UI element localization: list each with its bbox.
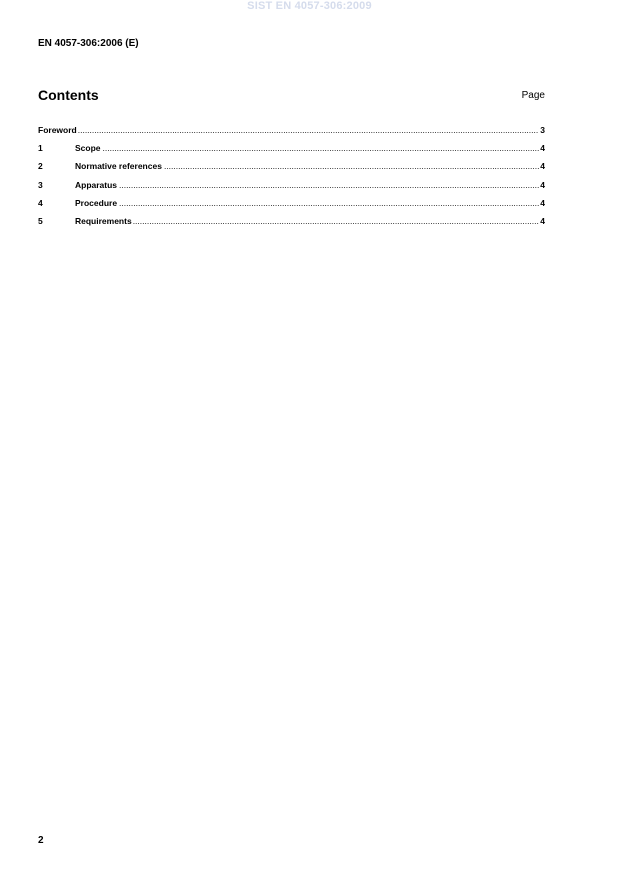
- toc-entry-page: 3: [540, 125, 545, 135]
- toc-entry-title: Requirements: [75, 215, 132, 226]
- toc-entry-procedure[interactable]: [38, 197, 545, 215]
- toc-entry-page: 4: [540, 161, 545, 172]
- toc-entry-number: 5: [38, 215, 43, 226]
- toc-entry-title: Procedure: [75, 197, 118, 208]
- toc-dot-leader: [119, 197, 539, 209]
- toc-dot-leader: [164, 160, 539, 172]
- toc-entry-title: Foreword: [38, 125, 77, 135]
- toc-entry-title: Scope: [75, 143, 101, 154]
- document-identifier: EN 4057-306:2006 (E): [38, 38, 139, 49]
- toc-entry-page: 4: [540, 143, 545, 154]
- toc-entry-scope[interactable]: [38, 142, 545, 160]
- toc-dot-leader: [78, 124, 540, 136]
- watermark: SIST EN 4057-306:2009: [247, 0, 372, 12]
- toc-entry-number: 3: [38, 179, 43, 190]
- toc-entry-page: 4: [540, 179, 545, 190]
- toc-entry-normative-references[interactable]: [38, 160, 545, 178]
- toc-entry-number: 2: [38, 161, 43, 172]
- toc-dot-leader: [119, 179, 539, 191]
- toc-entry-number: 4: [38, 197, 43, 208]
- contents-heading: Contents: [38, 87, 99, 103]
- table-of-contents: [38, 124, 545, 233]
- page-column-label: Page: [521, 90, 545, 101]
- toc-entry-title: Normative references: [75, 161, 162, 172]
- toc-entry-requirements[interactable]: [38, 215, 545, 233]
- toc-entry-page: 4: [540, 197, 545, 208]
- toc-dot-leader: [133, 215, 540, 227]
- toc-entry-foreword[interactable]: [38, 124, 545, 142]
- page-number: 2: [38, 835, 44, 846]
- toc-entry-apparatus[interactable]: [38, 179, 545, 197]
- toc-entry-number: 1: [38, 143, 43, 154]
- toc-dot-leader: [103, 142, 540, 154]
- toc-entry-page: 4: [540, 215, 545, 226]
- toc-entry-title: Apparatus: [75, 179, 118, 190]
